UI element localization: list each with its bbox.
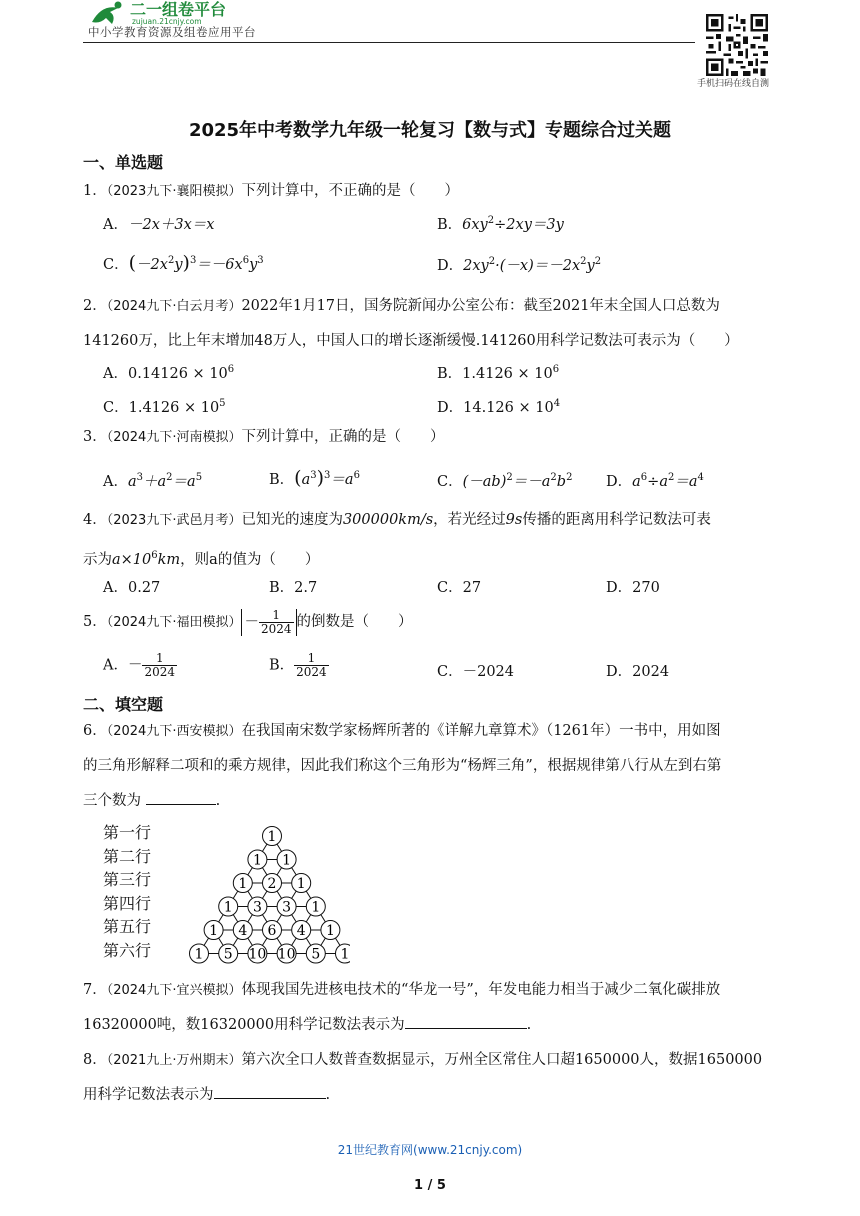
triangle-node-value: 5 — [311, 946, 321, 963]
header-divider — [83, 42, 695, 43]
row-label: 第二行 — [103, 846, 152, 866]
question-8: 8．（2021九上·万州期末）第六次全口人数普查数据显示，万州全区常住人口超1650000人，数据1650000 用科学记数法表示为 . — [83, 1052, 763, 1103]
q3-option-a[interactable]: A．$a^3+a^2=a^5$ — [103, 472, 203, 490]
q1-option-b[interactable]: B．$6xy^2\div 2xy=3y$ — [437, 215, 564, 233]
q4-option-d[interactable]: D．270 — [606, 580, 660, 596]
footer-link[interactable]: 21世纪教育网(www.21cnjy.com) — [337, 1143, 523, 1157]
question-4: 4．（2023九下·武邑月考）已知光的速度为300000km/s，若光经过9s传播的距离用科学记数法可表 示为$a\times 10^6km$，则a的值为（ ） — [83, 512, 711, 568]
qr-code-icon[interactable] — [706, 14, 768, 76]
q2-option-b[interactable]: B．$1.4126 \times 10^6$ — [437, 364, 560, 382]
question-7: 7．（2024九下·宜兴模拟）体现我国先进核电技术的“华龙一号”，年发电能力相当于减少二氧化碳排放 16320000吨，数16320000用科学记数法表示为 . — [83, 982, 721, 1033]
header-subtitle: 中小学教育资源及组卷应用平台 — [88, 25, 256, 39]
q3-option-b[interactable]: B．$(a^3)^3=a^6$ — [269, 467, 360, 489]
triangle-node-value: 4 — [238, 923, 248, 939]
triangle-node-value: 4 — [296, 923, 306, 939]
triangle-node-value: 2 — [267, 876, 277, 892]
q2-option-c[interactable]: C．$1.4126 \times 10^5$ — [103, 398, 226, 416]
triangle-node-value: 1 — [325, 923, 335, 939]
q4-option-c[interactable]: C．27 — [437, 580, 482, 596]
svg-text:zujuan.21cnjy.com: zujuan.21cnjy.com — [132, 17, 202, 26]
triangle-node-value: 1 — [340, 946, 350, 963]
triangle-node-value: 1 — [282, 852, 292, 869]
triangle-node-value: 6 — [267, 923, 277, 939]
question-3: 3．（2024九下·河南模拟）下列计算中，正确的是（ ） — [83, 429, 445, 445]
q4-option-a[interactable]: A．0.27 — [103, 580, 161, 596]
document-title: 2025年中考数学九年级一轮复习【数与式】专题综合过关题 — [188, 120, 672, 141]
triangle-node-value: 3 — [252, 899, 262, 916]
zujuan-logo — [88, 0, 273, 26]
triangle-node-value: 1 — [311, 899, 321, 916]
q5-option-d[interactable]: D．2024 — [606, 664, 670, 680]
question-2: 2．（2024九下·白云月考）2022年1月17日，国务院新闻办公室公布：截至2021年末全国人口总数为 141260万，比上年末增加48万人，中国人口的增长逐渐缓慢.141260用科学记数法可表示为（ ） — [83, 298, 739, 349]
page-number: 1 / 5 — [414, 1178, 446, 1193]
q5-option-c[interactable]: C．－2024 — [437, 664, 515, 680]
triangle-node-value: 10 — [248, 946, 267, 963]
row-label: 第四行 — [103, 893, 152, 913]
triangle-node-value: 1 — [238, 876, 248, 892]
row-label: 第三行 — [103, 870, 152, 889]
row-label: 第一行 — [103, 823, 152, 842]
section-heading-fill-blank: 二、填空题 — [83, 695, 164, 714]
triangle-node-value: 3 — [282, 899, 292, 916]
q6-answer-blank[interactable] — [146, 790, 216, 805]
triangle-node-value: 1 — [267, 829, 277, 845]
q4-option-b[interactable]: B．2.7 — [269, 580, 318, 596]
question-1: 1．（2023九下·襄阳模拟）下列计算中，不正确的是（ ） — [83, 183, 459, 199]
question-5: 5．（2024九下·福田模拟） － $\frac{1}{2024}$ 的倒数是（ ） — [83, 607, 413, 636]
triangle-node-value: 1 — [194, 946, 204, 963]
q1-option-d[interactable]: D．$2xy^2\cdot(-x)=-2x^2y^2$ — [437, 256, 602, 274]
triangle-node-value: 1 — [296, 876, 306, 892]
triangle-node-value: 1 — [252, 852, 262, 869]
q2-option-d[interactable]: D．$14.126 \times 10^4$ — [437, 398, 561, 416]
q2-option-a[interactable]: A．$0.14126 \times 10^6$ — [103, 364, 235, 382]
qr-caption: 手机扫码在线自测 — [697, 79, 770, 89]
q5-option-a[interactable]: A．－ $\frac{1}{2024}$ — [103, 651, 176, 679]
q5-option-b[interactable]: B． $\frac{1}{2024}$ — [269, 651, 327, 679]
q1-option-c[interactable]: C．$(-2x^2y)^3=-6x^6y^3$ — [103, 252, 264, 274]
triangle-node-value: 10 — [277, 946, 296, 963]
q3-option-c[interactable]: C．$(-ab)^2=-a^2b^2$ — [437, 472, 573, 490]
q3-option-d[interactable]: D．$a^6\div a^2=a^4$ — [606, 472, 704, 490]
q7-answer-blank[interactable] — [405, 1014, 527, 1029]
svg-text:二一组卷平台: 二一组卷平台 — [130, 0, 227, 19]
row-label: 第五行 — [103, 917, 152, 936]
triangle-node-value: 1 — [223, 899, 233, 916]
question-6: 6．（2024九下·西安模拟）在我国南宋数学家杨辉所著的《详解九章算术》（1261年）一书中，用如图 的三角形解释二项和的乘方规律，因此我们称这个三角形为“杨辉三角”，根据规律第八行从左到右第 三个数为 . — [83, 723, 722, 809]
triangle-node-value: 1 — [209, 923, 219, 939]
row-label: 第六行 — [103, 940, 152, 960]
q1-option-a[interactable]: A．－2x＋3x＝x — [103, 217, 215, 233]
triangle-node-value: 5 — [223, 946, 233, 963]
section-heading-single-choice: 一、单选题 — [83, 153, 164, 172]
triangle-row-labels — [103, 821, 151, 962]
yanghui-triangle-diagram — [185, 822, 350, 966]
q8-answer-blank[interactable] — [214, 1084, 326, 1099]
